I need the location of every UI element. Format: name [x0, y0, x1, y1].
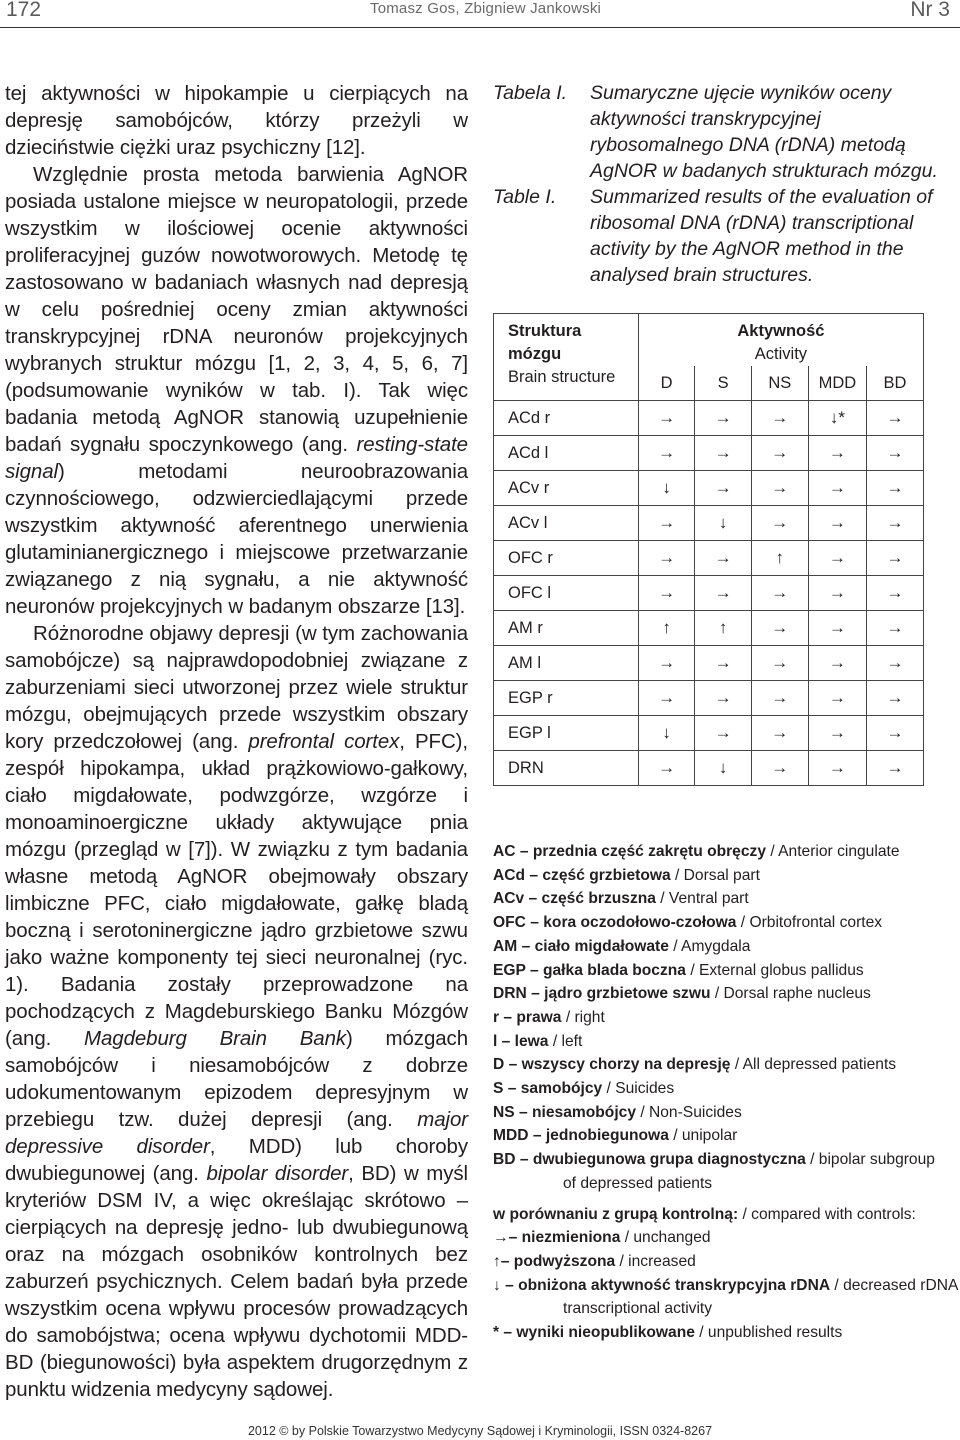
legend-item — [493, 1053, 955, 1077]
activity-value-cell: ↓ — [695, 751, 751, 786]
paragraph-2 — [5, 161, 468, 620]
activity-value-cell: → — [638, 541, 694, 576]
activity-value-cell: → — [866, 506, 923, 541]
activity-value-cell: ↓ — [638, 471, 694, 506]
structure-name-cell: AM l — [494, 646, 639, 681]
caption-label-en: Table I. — [493, 186, 557, 208]
activity-value-cell: → — [866, 751, 923, 786]
paragraph-3-italic-4: bipolar disorder — [206, 1162, 349, 1185]
activity-value-cell: → — [808, 646, 866, 681]
table-row — [494, 576, 924, 611]
legend-translation: / unchanged — [620, 1229, 711, 1247]
legend-item — [493, 1101, 955, 1125]
structure-name-cell: EGP l — [494, 716, 639, 751]
legend-term: AM – ciało migdałowate — [493, 937, 669, 955]
table-row — [494, 541, 924, 576]
table-row — [494, 506, 924, 541]
structure-header — [494, 314, 639, 401]
legend-item — [493, 1124, 955, 1148]
legend-continuation: of depressed patients — [563, 1174, 713, 1192]
legend-translation: / unipolar — [668, 1127, 738, 1145]
activity-value-cell: → — [866, 401, 923, 436]
activity-value-cell: → — [808, 471, 866, 506]
activity-value-cell: → — [751, 751, 808, 786]
paragraph-2-text-a: Względnie prosta metoda barwienia AgNOR posiada ustalone miejsce w neuropatologii, przede wszystkim w ilościowej ocenie aktywności proliferacyjnej guzów nowotworowych. Metodę tę zastosowano w badaniach własnych nad depresją w celu pośredniej oceny zmian aktywności transkrypcyjnej rDNA neuronów projekcyjnych wybranych struktur mózgu [1, 2, 3, 4, 5, 6, 7] (podsumowanie wyników w tab. I). Tak więc badania metodą AgNOR stanowią uzupełnienie badań sygnału spoczynkowego (ang. — [5, 163, 468, 456]
table-row — [494, 471, 924, 506]
activity-value-cell: → — [866, 471, 923, 506]
legend-translation: / left — [548, 1032, 583, 1050]
legend-item — [493, 959, 955, 983]
legend-item — [493, 864, 955, 888]
issue-number: Nr 3 — [910, 0, 950, 21]
legend-term: ACd – część grzbietowa — [493, 866, 671, 884]
activity-value-cell: → — [638, 506, 694, 541]
structure-name-cell: ACv l — [494, 506, 639, 541]
table-row — [494, 646, 924, 681]
activity-value-cell: → — [751, 506, 808, 541]
legend-item — [493, 887, 955, 911]
legend-item — [493, 1148, 955, 1172]
legend-item — [493, 982, 955, 1006]
paragraph-3-text-b: , PFC), zespół hipokampa, układ prążkowiowo-gałkowy, ciało migdałowate, podwzgórze, wzgórze i monoaminoergiczne układy aktywujące pnia mózgu (przegląd w [7]). W związku z tym badania własne metodą AgNOR obejmowały obszary limbiczne PFC, ciało migdałowate, gałkę bladą boczną i serotoninergiczne jądro grzbietowe szwu jako ważne komponenty tej sieci neuronalnej (ryc. 1). Badania zostały przeprowadzone na pochodzących z Magdeburskiego Banku Mózgów (ang. — [5, 730, 468, 1050]
activity-value-cell: → — [751, 436, 808, 471]
paragraph-3 — [5, 620, 468, 1403]
column-header: D — [638, 366, 694, 401]
legend-spacer — [493, 1196, 955, 1203]
activity-value-cell: → — [638, 436, 694, 471]
column-header: S — [695, 366, 751, 401]
paragraph-3-text-a: Różnorodne objawy depresji (w tym zachowania samobójcze) są najprawdopodobniej związane z zaburzeniami sieci utworzonej przez wiele struktur mózgu, obejmujących przede wszystkim obszary kory przedczołowej (ang. — [5, 622, 468, 753]
structure-name-cell: AM r — [494, 611, 639, 646]
activity-value-cell: → — [866, 611, 923, 646]
table-row — [494, 611, 924, 646]
activity-value-cell: ↓ — [638, 716, 694, 751]
legend-item — [493, 840, 955, 864]
legend-term: w porównaniu z grupą kontrolną: — [493, 1205, 739, 1223]
legend-item — [493, 1077, 955, 1101]
activity-value-cell: → — [808, 541, 866, 576]
paragraph-2-italic: resting-state signal — [5, 433, 468, 483]
results-table — [493, 313, 924, 786]
legend-term: MDD – jednobiegunowa — [493, 1127, 669, 1145]
activity-value-cell: → — [751, 576, 808, 611]
legend-translation: / bipolar subgroup — [805, 1151, 935, 1169]
structure-name-cell: ACd l — [494, 436, 639, 471]
legend-term: l – lewa — [493, 1032, 549, 1050]
activity-value-cell: → — [638, 681, 694, 716]
table-column — [493, 80, 959, 1342]
activity-header-en: Activity — [754, 345, 808, 363]
legend-translation: / External globus pallidus — [685, 961, 864, 979]
legend-term: S – samobójcy — [493, 1080, 603, 1098]
legend-translation: / Ventral part — [655, 890, 749, 908]
legend-translation: / decreased rDNA — [830, 1276, 959, 1294]
table-caption — [493, 80, 955, 288]
legend-term: r – prawa — [493, 1008, 562, 1026]
structure-header-pl-1: Struktura — [508, 322, 582, 340]
legend-translation: / compared with controls: — [738, 1205, 916, 1223]
table-legend — [493, 840, 959, 1345]
caption-polish — [493, 80, 955, 184]
legend-term: ACv – część brzuszna — [493, 890, 656, 908]
legend-item — [493, 1274, 959, 1298]
activity-value-cell: → — [866, 716, 923, 751]
structure-header-en: Brain structure — [508, 368, 616, 386]
legend-term: EGP – gałka blada boczna — [493, 961, 686, 979]
activity-value-cell: → — [751, 646, 808, 681]
activity-value-cell: → — [866, 646, 923, 681]
legend-translation: / Non-Suicides — [636, 1103, 742, 1121]
running-authors: Tomasz Gos, Zbigniew Jankowski — [370, 0, 602, 17]
legend-translation: / Suicides — [602, 1080, 675, 1098]
legend-term: * – wyniki nieopublikowane — [493, 1324, 695, 1342]
legend-translation: / All depressed patients — [730, 1056, 897, 1074]
activity-value-cell: → — [751, 681, 808, 716]
structure-name-cell: ACd r — [494, 401, 639, 436]
legend-item — [493, 1006, 955, 1030]
legend-term: D – wszyscy chorzy na depresję — [493, 1056, 731, 1074]
legend-term: AC – przednia część zakrętu obręczy — [493, 843, 766, 860]
paragraph-1: tej aktywności w hipokampie u cierpiących na depresję samobójców, którzy przeżyli w dzieciństwie ciężki uraz psychiczny [12]. — [5, 82, 468, 159]
structure-name-cell: ACv r — [494, 471, 639, 506]
structure-name-cell: DRN — [494, 751, 639, 786]
legend-translation: / Dorsal part — [670, 866, 760, 884]
legend-term: DRN – jądro grzbietowe szwu — [493, 985, 711, 1003]
activity-value-cell: ↑ — [638, 611, 694, 646]
table-row — [494, 436, 924, 471]
caption-english — [493, 184, 955, 288]
activity-value-cell: → — [866, 541, 923, 576]
legend-translation: / Dorsal raphe nucleus — [710, 985, 871, 1003]
activity-header — [638, 314, 923, 367]
legend-term: ↑– podwyższona — [493, 1252, 616, 1270]
paragraph-3-italic-1: prefrontal cortex — [248, 730, 400, 753]
legend-translation: / Orbitofrontal cortex — [736, 914, 883, 932]
legend-item — [493, 935, 955, 959]
table-row — [494, 751, 924, 786]
legend-term: BD – dwubiegunowa grupa diagnostyczna — [493, 1151, 806, 1169]
paragraph-3-text-c: ) mózgach samobójców i niesamobójców z dobrze udokumentowanym epizodem depresyjnym w przebiegu tzw. dużej depresji (ang. — [5, 1027, 469, 1131]
column-header: MDD — [808, 366, 866, 401]
legend-translation: / unpublished results — [694, 1324, 843, 1342]
activity-value-cell: → — [638, 646, 694, 681]
legend-term: ↓ – obniżona aktywność transkrypcyjna rDNA — [493, 1276, 831, 1294]
activity-value-cell: → — [695, 681, 751, 716]
table-header-row — [494, 314, 924, 367]
legend-item — [493, 1321, 955, 1345]
legend-translation: / increased — [615, 1252, 696, 1270]
paragraph-3-text-d: , MDD) lub choroby dwubiegunowej (ang. — [5, 1135, 468, 1185]
legend-item — [493, 911, 955, 935]
legend-translation: / Amygdala — [668, 937, 751, 955]
legend-term: →– niezmieniona — [493, 1229, 621, 1247]
activity-value-cell: ↑ — [695, 611, 751, 646]
activity-value-cell: → — [751, 471, 808, 506]
structure-name-cell: OFC l — [494, 576, 639, 611]
legend-continuation: transcriptional activity — [563, 1300, 713, 1318]
column-header: NS — [751, 366, 808, 401]
paragraph-3-text-e: , BD) w myśl kryteriów DSM IV, a więc określając skrótowo – cierpiących na depresję jedno- lub dwubiegunową oraz na mózgach osobników kontrolnych bez zaburzeń psychicznych. Celem badań była przede wszystkim ocena wpływu procesów prowadzących do samobójstwa; ocena wpływu dychotomii MDD-BD (biegunowości) była aspektem drugorzędnym z punktu widzenia medycyny sądowej. — [5, 1162, 468, 1401]
activity-value-cell: → — [808, 506, 866, 541]
activity-value-cell: → — [751, 611, 808, 646]
legend-item — [493, 1250, 955, 1274]
page-footer: 2012 © by Polskie Towarzystwo Medycyny Sądowej i Kryminologii, ISSN 0324-8267 — [247, 1424, 713, 1438]
table-row — [494, 681, 924, 716]
paragraph-3-italic-3: major depressive disorder — [5, 1108, 468, 1158]
caption-label-pl: Tabela I. — [493, 82, 568, 104]
activity-value-cell: → — [808, 611, 866, 646]
activity-value-cell: → — [638, 401, 694, 436]
activity-value-cell: → — [638, 576, 694, 611]
activity-value-cell: ↓ — [695, 506, 751, 541]
page-number: 172 — [6, 0, 42, 21]
caption-text-en: Summarized results of the evaluation of ribosomal DNA (rDNA) transcriptional activity by the AgNOR method in the analysed brain structures. — [590, 186, 933, 286]
body-text-column — [5, 80, 468, 1403]
column-header: BD — [866, 366, 923, 401]
table-row — [494, 716, 924, 751]
legend-term: OFC – kora oczodołowo-czołowa — [493, 914, 737, 932]
activity-value-cell: ↓* — [808, 401, 866, 436]
structure-name-cell: OFC r — [494, 541, 639, 576]
legend-item — [493, 1226, 955, 1250]
activity-value-cell: → — [866, 436, 923, 471]
activity-value-cell: → — [638, 751, 694, 786]
activity-value-cell: → — [808, 436, 866, 471]
legend-term: NS – niesamobójcy — [493, 1103, 636, 1121]
activity-value-cell: → — [751, 716, 808, 751]
legend-item — [493, 1203, 955, 1227]
structure-header-pl-2: mózgu — [508, 345, 562, 363]
activity-value-cell: → — [808, 751, 866, 786]
activity-value-cell: → — [695, 576, 751, 611]
legend-item — [493, 1030, 955, 1054]
activity-value-cell: → — [695, 541, 751, 576]
header-rule — [0, 27, 960, 28]
page-header — [0, 0, 960, 24]
activity-header-pl: Aktywność — [737, 322, 825, 340]
activity-value-cell: → — [695, 401, 751, 436]
activity-value-cell: → — [695, 716, 751, 751]
legend-translation: / Anterior cingulate — [766, 843, 900, 860]
activity-value-cell: → — [695, 646, 751, 681]
activity-value-cell: → — [695, 436, 751, 471]
table-row — [494, 401, 924, 436]
activity-value-cell: → — [695, 471, 751, 506]
paragraph-3-italic-2: Magdeburg Brain Bank — [84, 1027, 347, 1050]
legend-translation: / right — [561, 1008, 605, 1026]
activity-value-cell: ↑ — [751, 541, 808, 576]
paragraph-2-text-b: ) metodami neuroobrazowania czynnościowego, odzwierciedlającymi przede wszystkim aktywność aferentnego unerwienia glutaminianergicznego i miejscowe przetwarzanie związanego z nią sygnału, a nie aktywność neuronów projekcyjnych w badanym obszarze [13]. — [5, 460, 468, 618]
activity-value-cell: → — [808, 576, 866, 611]
caption-text-pl: Sumaryczne ujęcie wyników oceny aktywności transkrypcyjnej rybosomalnego DNA (rDNA) metodą AgNOR w badanych strukturach mózgu. — [590, 82, 938, 182]
activity-value-cell: → — [808, 716, 866, 751]
activity-value-cell: → — [751, 401, 808, 436]
structure-name-cell: EGP r — [494, 681, 639, 716]
activity-value-cell: → — [808, 681, 866, 716]
activity-value-cell: → — [866, 576, 923, 611]
activity-value-cell: → — [866, 681, 923, 716]
